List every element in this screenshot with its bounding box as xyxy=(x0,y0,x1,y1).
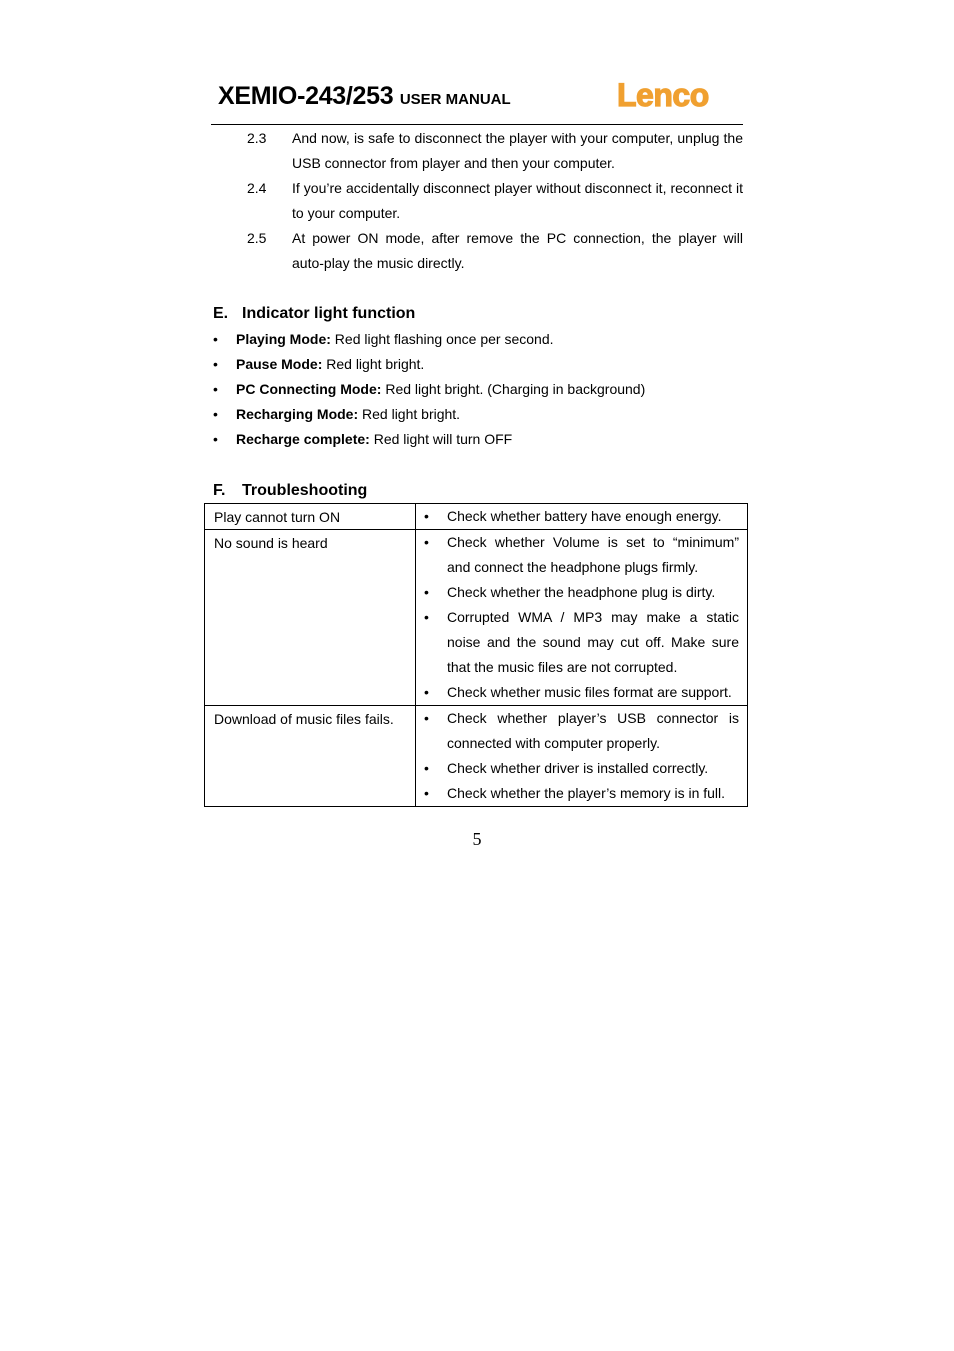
bullet-icon: • xyxy=(424,584,429,600)
solution-item xyxy=(416,605,739,680)
step-item xyxy=(211,176,743,226)
mode-label: Recharge complete: xyxy=(236,431,370,447)
page-header xyxy=(211,78,743,125)
problem-cell: No sound is heard xyxy=(205,530,416,706)
mode-description: Red light will turn OFF xyxy=(373,431,513,447)
bullet-icon: • xyxy=(424,785,429,801)
solution-text: Check whether driver is installed correctly. xyxy=(447,760,709,776)
mode-label: Pause Mode: xyxy=(236,356,323,372)
mode-description: Red light bright. (Charging in background) xyxy=(385,381,646,397)
solution-text: Corrupted WMA / MP3 may make a static noise and the sound may cut off. Make sure that the music files are not corrupted. xyxy=(447,609,739,675)
numbered-steps xyxy=(211,126,743,276)
lenco-logo xyxy=(615,78,739,117)
solution-item xyxy=(416,580,739,605)
bullet-icon: • xyxy=(424,508,429,524)
solutions-cell xyxy=(416,706,748,807)
problem-cell: Download of music files fails. xyxy=(205,706,416,807)
problem-cell: Play cannot turn ON xyxy=(205,504,416,530)
mode-description: Red light bright. xyxy=(362,406,461,422)
solution-text: Check whether Volume is set to “minimum” and connect the headphone plugs firmly. xyxy=(447,534,739,575)
solution-item xyxy=(416,781,739,806)
troubleshooting-table xyxy=(204,503,748,807)
list-item xyxy=(213,327,753,352)
step-text: At power ON mode, after remove the PC connection, the player will auto-play the music directly. xyxy=(292,230,743,271)
solution-text: Check whether music files format are support. xyxy=(447,684,732,700)
section-letter: E. xyxy=(213,305,229,322)
manual-subtitle: USER MANUAL xyxy=(399,91,511,108)
table-row xyxy=(205,504,748,530)
bullet-icon: • xyxy=(424,534,429,550)
step-number: 2.5 xyxy=(247,230,267,246)
solutions-cell xyxy=(416,504,748,530)
table-row xyxy=(205,530,748,706)
step-text: And now, is safe to disconnect the player with your computer, unplug the USB connector from player and then your computer. xyxy=(292,130,743,171)
bullet-icon: • xyxy=(424,684,429,700)
mode-label: Recharging Mode: xyxy=(236,406,359,422)
section-title: Troubleshooting xyxy=(242,482,368,499)
mode-label: Playing Mode: xyxy=(236,331,331,347)
table-row xyxy=(205,706,748,807)
bullet-icon: • xyxy=(213,431,218,447)
step-number: 2.3 xyxy=(247,130,267,146)
step-number: 2.4 xyxy=(247,180,267,196)
solution-text: Check whether battery have enough energy. xyxy=(447,508,722,524)
solutions-cell xyxy=(416,530,748,706)
svg-text:Lenco: Lenco xyxy=(617,78,709,112)
bullet-icon: • xyxy=(424,609,429,625)
solution-item xyxy=(416,680,739,705)
bullet-icon: • xyxy=(213,356,218,372)
step-item xyxy=(211,126,743,176)
indicator-heading xyxy=(213,305,415,323)
solution-item xyxy=(416,530,739,580)
solution-item xyxy=(416,756,739,781)
solution-text: Check whether player’s USB connector is connected with computer properly. xyxy=(447,710,739,751)
step-text: If you’re accidentally disconnect player without disconnect it, reconnect it to your computer. xyxy=(292,180,743,221)
list-item xyxy=(213,402,753,427)
list-item xyxy=(213,352,753,377)
model-name: XEMIO-243/253 xyxy=(218,82,394,110)
page-number: 5 xyxy=(472,829,482,849)
list-item xyxy=(213,377,753,402)
list-item xyxy=(213,427,753,452)
solution-text: Check whether the player’s memory is in full. xyxy=(447,785,726,801)
bullet-icon: • xyxy=(424,710,429,726)
mode-label: PC Connecting Mode: xyxy=(236,381,382,397)
mode-description: Red light flashing once per second. xyxy=(334,331,554,347)
indicator-list xyxy=(213,327,753,452)
bullet-icon: • xyxy=(424,760,429,776)
document-title xyxy=(218,82,511,111)
solution-text: Check whether the headphone plug is dirty. xyxy=(447,584,716,600)
solution-item xyxy=(416,706,739,756)
mode-description: Red light bright. xyxy=(326,356,425,372)
solution-item xyxy=(416,504,739,529)
step-item xyxy=(211,226,743,276)
troubleshooting-heading xyxy=(213,482,367,500)
section-title: Indicator light function xyxy=(242,305,416,322)
bullet-icon: • xyxy=(213,381,218,397)
bullet-icon: • xyxy=(213,331,218,347)
bullet-icon: • xyxy=(213,406,218,422)
section-letter: F. xyxy=(213,482,226,499)
